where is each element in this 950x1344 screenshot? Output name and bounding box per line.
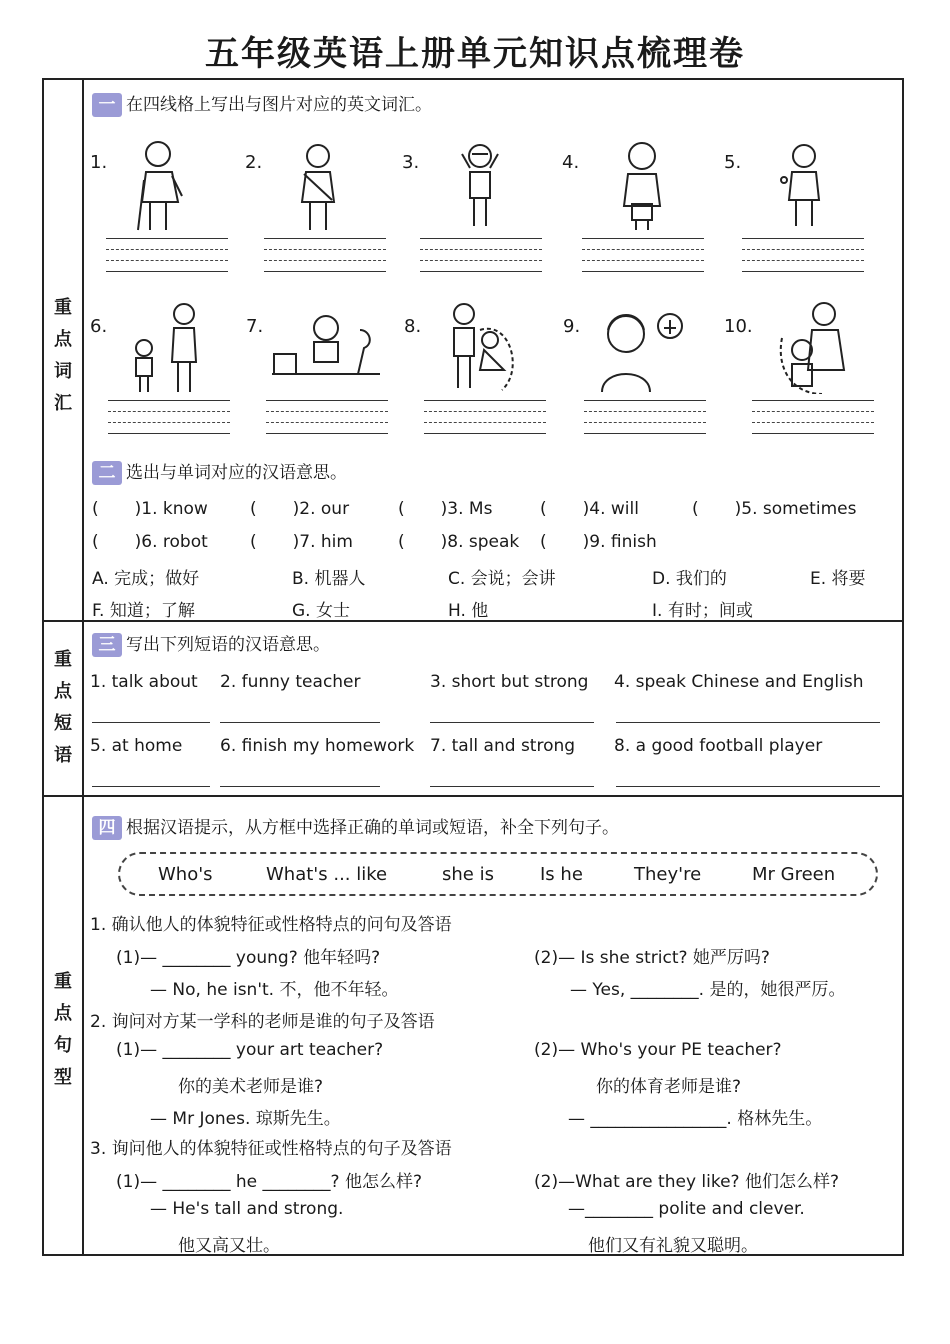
sentence-line: 你的体育老师是谁? — [596, 1077, 742, 1097]
sentence-line: (2)—What are they like? 他们怎么样? — [534, 1172, 840, 1192]
teacher-woman-picture — [776, 140, 832, 230]
answer-line[interactable] — [220, 722, 380, 723]
item-number: 1. — [90, 152, 108, 173]
woman-with-bag-picture — [612, 138, 672, 234]
item-number: 5. — [724, 152, 742, 173]
sentence-line: 他们又有礼貌又聪明。 — [588, 1236, 758, 1256]
match-item[interactable]: ( )4. will — [540, 499, 639, 519]
writing-lines[interactable] — [752, 400, 874, 444]
boy-with-glasses-picture — [454, 140, 508, 232]
item-number: 2. — [245, 152, 263, 173]
page-title: 五年级英语上册单元知识点梳理卷 — [205, 34, 745, 74]
writing-lines[interactable] — [424, 400, 546, 444]
girl-and-woman-picture — [128, 300, 208, 396]
option-text: I. 有时；间或 — [652, 601, 753, 621]
section-badge: 四 — [92, 816, 122, 840]
item-number: 7. — [246, 316, 264, 337]
writing-lines[interactable] — [106, 238, 228, 282]
phrase-item: 8. a good football player — [614, 736, 823, 756]
phrase-item: 2. funny teacher — [220, 672, 361, 692]
sentence-line[interactable]: — ________________. 格林先生。 — [568, 1109, 823, 1129]
option-text: F. 知道；了解 — [92, 601, 195, 621]
option-text: D. 我们的 — [652, 569, 727, 589]
item-number: 4. — [562, 152, 580, 173]
sentence-line: 你的美术老师是谁? — [178, 1077, 324, 1097]
side-label-vocab: 重 点 词 汇 — [54, 297, 72, 414]
sentence-line[interactable]: (1)— ________ young? 他年轻吗? — [116, 948, 381, 968]
phrase-item: 5. at home — [90, 736, 183, 756]
question-title: 3. 询问他人的体貌特征或性格特点的句子及答语 — [90, 1139, 452, 1159]
answer-line[interactable] — [616, 722, 880, 723]
writing-lines[interactable] — [582, 238, 704, 282]
option-text: G. 女士 — [292, 601, 350, 621]
match-item[interactable]: ( )6. robot — [92, 532, 208, 552]
sentence-line[interactable]: — Yes, ________. 是的，她很严厉。 — [570, 980, 846, 1000]
option-text: C. 会说；会讲 — [448, 569, 556, 589]
boy-tying-shoe-picture — [444, 300, 520, 394]
writing-lines[interactable] — [108, 400, 230, 444]
sentence-line[interactable]: —________ polite and clever. — [568, 1199, 805, 1219]
mother-and-child-picture — [778, 298, 854, 394]
word-box-item: Is he — [540, 864, 583, 885]
phrase-item: 6. finish my homework — [220, 736, 415, 756]
section1-heading: 一 在四线格上写出与图片对应的英文词汇。 — [92, 90, 432, 117]
match-item[interactable]: ( )9. finish — [540, 532, 657, 552]
item-number: 9. — [563, 316, 581, 337]
item-number: 10. — [724, 316, 753, 337]
option-text: E. 将要 — [810, 569, 866, 589]
sentence-line: 他又高又壮。 — [178, 1236, 280, 1256]
section2-heading: 二 选出与单词对应的汉语意思。 — [92, 458, 347, 485]
word-box-item: What's ... like — [266, 864, 388, 885]
old-man-picture — [128, 136, 198, 236]
answer-line[interactable] — [220, 786, 380, 787]
sentence-line: — He's tall and strong. — [150, 1199, 344, 1219]
phrase-item: 4. speak Chinese and English — [614, 672, 864, 692]
phrase-item: 3. short but strong — [430, 672, 589, 692]
word-box-item: Mr Green — [752, 864, 836, 885]
writing-lines[interactable] — [420, 238, 542, 282]
option-text: H. 他 — [448, 601, 489, 621]
question-title: 1. 确认他人的体貌特征或性格特点的问句及答语 — [90, 915, 452, 935]
word-box-item: They're — [634, 864, 702, 885]
side-label-phrases: 重 点 短 语 — [54, 649, 72, 766]
phrase-item: 7. tall and strong — [430, 736, 576, 756]
section4-heading: 四 根据汉语提示，从方框中选择正确的单词或短语，补全下列句子。 — [92, 813, 619, 840]
word-box-item: Who's — [158, 864, 213, 885]
item-number: 8. — [404, 316, 422, 337]
sentence-line: (2)— Is she strict? 她严厉吗? — [534, 948, 770, 968]
young-woman-picture — [290, 140, 350, 235]
answer-line[interactable] — [92, 786, 210, 787]
writing-lines[interactable] — [264, 238, 386, 282]
answer-line[interactable] — [616, 786, 880, 787]
answer-line[interactable] — [92, 722, 210, 723]
section-divider — [42, 795, 904, 797]
section-badge: 二 — [92, 461, 122, 485]
sentence-line[interactable]: (1)— ________ your art teacher? — [116, 1040, 384, 1060]
sentence-line: — Mr Jones. 琼斯先生。 — [150, 1109, 341, 1129]
question-title: 2. 询问对方某一学科的老师是谁的句子及答语 — [90, 1012, 435, 1032]
thinking-boy-picture — [598, 302, 694, 394]
match-item[interactable]: ( )2. our — [250, 499, 350, 519]
match-item[interactable]: ( )7. him — [250, 532, 353, 552]
option-text: A. 完成；做好 — [92, 569, 200, 589]
word-box-item: she is — [442, 864, 494, 885]
section-badge: 三 — [92, 633, 122, 657]
writing-lines[interactable] — [266, 400, 388, 444]
sentence-line: — No, he isn't. 不，他不年轻。 — [150, 980, 399, 1000]
section3-heading: 三 写出下列短语的汉语意思。 — [92, 630, 330, 657]
sentence-line[interactable]: (1)— ________ he ________? 他怎么样? — [116, 1172, 422, 1192]
answer-line[interactable] — [430, 722, 594, 723]
boy-doing-homework-picture — [270, 310, 382, 382]
phrase-item: 1. talk about — [90, 672, 198, 692]
side-label-sentences: 重 点 句 型 — [54, 971, 72, 1088]
match-item[interactable]: ( )5. sometimes — [692, 499, 857, 519]
item-number: 6. — [90, 316, 108, 337]
section-badge: 一 — [92, 93, 122, 117]
writing-lines[interactable] — [584, 400, 706, 444]
item-number: 3. — [402, 152, 420, 173]
option-text: B. 机器人 — [292, 569, 366, 589]
match-item[interactable]: ( )8. speak — [398, 532, 520, 552]
match-item[interactable]: ( )1. know — [92, 499, 208, 519]
writing-lines[interactable] — [742, 238, 864, 282]
sentence-line: (2)— Who's your PE teacher? — [534, 1040, 782, 1060]
match-item[interactable]: ( )3. Ms — [398, 499, 493, 519]
answer-line[interactable] — [430, 786, 594, 787]
